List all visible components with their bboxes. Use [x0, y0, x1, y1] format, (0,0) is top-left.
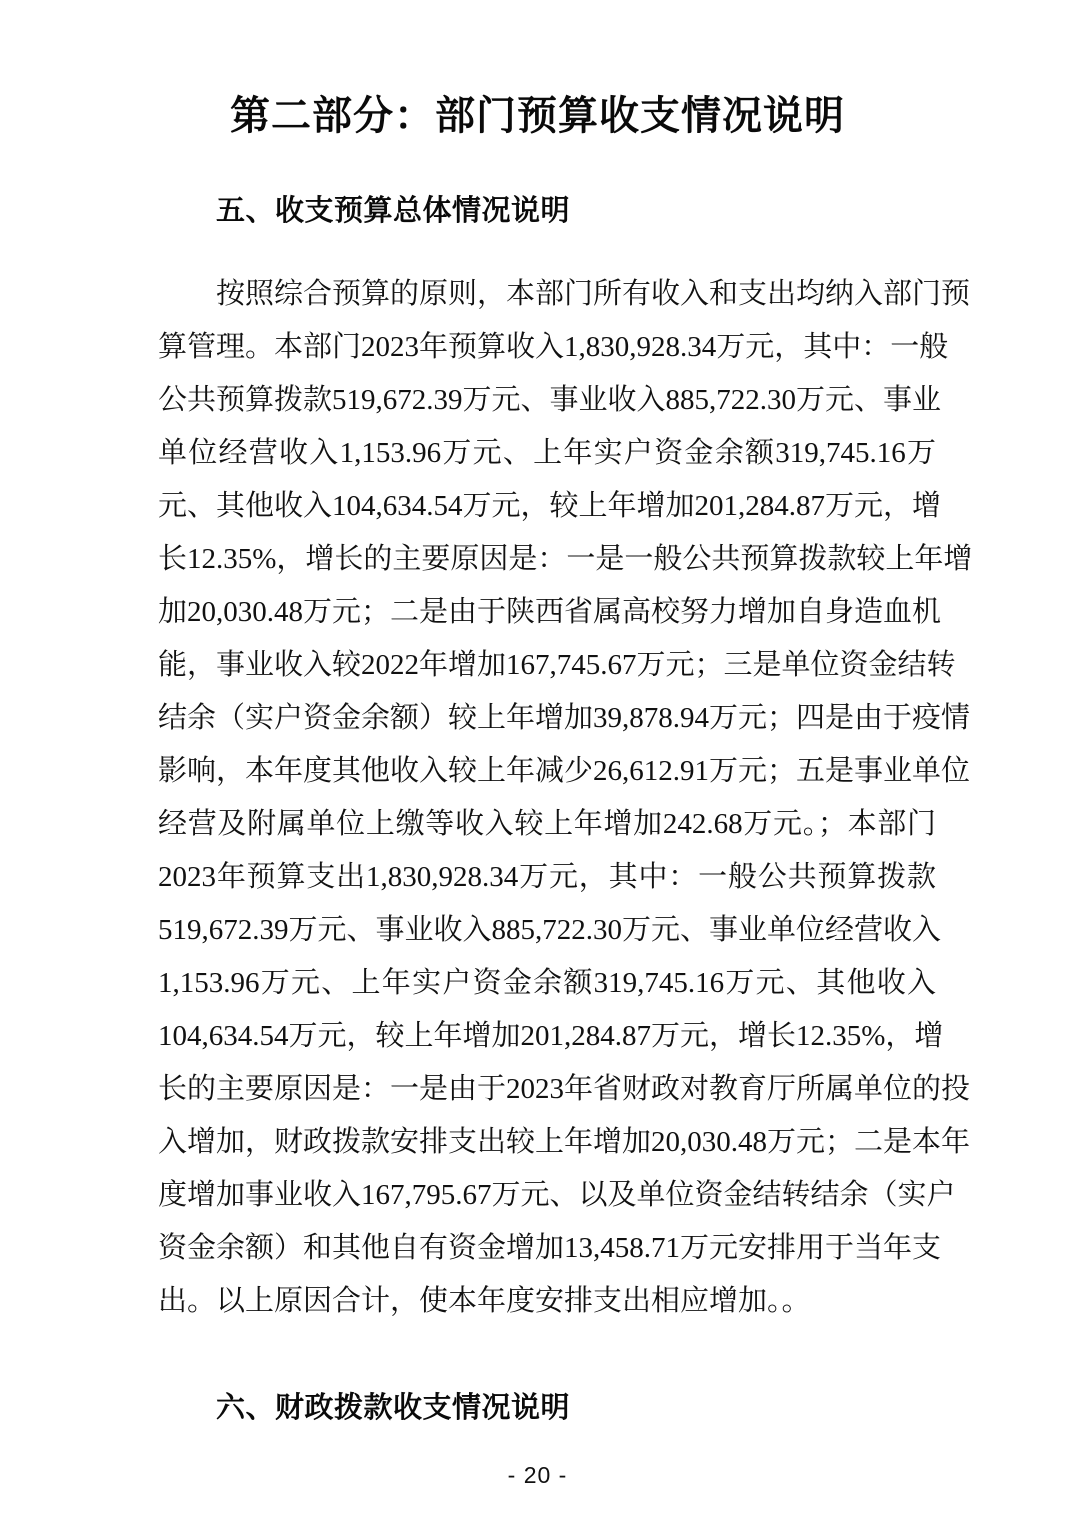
first-line-indent: [158, 268, 216, 321]
body-line: 104,634.54万元，较上年增加201,284.87万元，增长12.35%，增: [158, 1020, 944, 1052]
body-line: 519,672.39万元、事业收入885,722.30万元、事业单位经营收入: [158, 914, 942, 946]
body-line: 算管理。本部门2023年预算收入1,830,928.34万元，其中：一般: [158, 331, 949, 363]
body-line: 长的主要原因是：一是由于2023年省财政对教育厅所属单位的投: [158, 1073, 971, 1105]
body-line: 按照综合预算的原则，本部门所有收入和支出均纳入部门预: [158, 268, 936, 321]
body-line: 长12.35%，增长的主要原因是：一是一般公共预算拨款较上年增: [158, 543, 973, 575]
body-paragraph: [158, 268, 973, 1328]
body-line: 加20,030.48万元；二是由于陕西省属高校努力增加自身造血机: [158, 596, 942, 628]
page-title: 第二部分：部门预算收支情况说明: [230, 94, 845, 138]
body-line: 经营及附属单位上缴等收入较上年增加242.68万元。；本部门: [158, 808, 936, 840]
body-line: 元、其他收入104,634.54万元，较上年增加201,284.87万元，增: [158, 490, 942, 522]
section-heading-five: 五、收支预算总体情况说明: [216, 195, 571, 227]
body-line: 单位经营收入1,153.96万元、上年实户资金余额319,745.16万: [158, 437, 936, 469]
body-line: 能，事业收入较2022年增加167,745.67万元；三是单位资金结转: [158, 649, 956, 681]
body-line: 资金余额）和其他自有资金增加13,458.71万元安排用于当年支: [158, 1232, 942, 1264]
body-line: 1,153.96万元、上年实户资金余额319,745.16万元、其他收入: [158, 967, 936, 999]
body-line: 影响，本年度其他收入较上年减少26,612.91万元；五是事业单位: [158, 755, 971, 787]
body-line: 公共预算拨款519,672.39万元、事业收入885,722.30万元、事业: [158, 384, 942, 416]
body-line: 出。以上原因合计，使本年度安排支出相应增加。。: [158, 1285, 811, 1317]
body-line: 入增加，财政拨款安排支出较上年增加20,030.48万元；二是本年: [158, 1126, 971, 1158]
body-line: 度增加事业收入167,795.67万元、以及单位资金结转结余（实户: [158, 1179, 956, 1211]
body-line: 2023年预算支出1,830,928.34万元，其中：一般公共预算拨款: [158, 861, 936, 893]
section-heading-six: 六、财政拨款收支情况说明: [216, 1392, 571, 1424]
page-number: - 20 -: [507, 1462, 568, 1488]
body-line: 结余（实户资金余额）较上年增加39,878.94万元；四是由于疫情: [158, 702, 971, 734]
